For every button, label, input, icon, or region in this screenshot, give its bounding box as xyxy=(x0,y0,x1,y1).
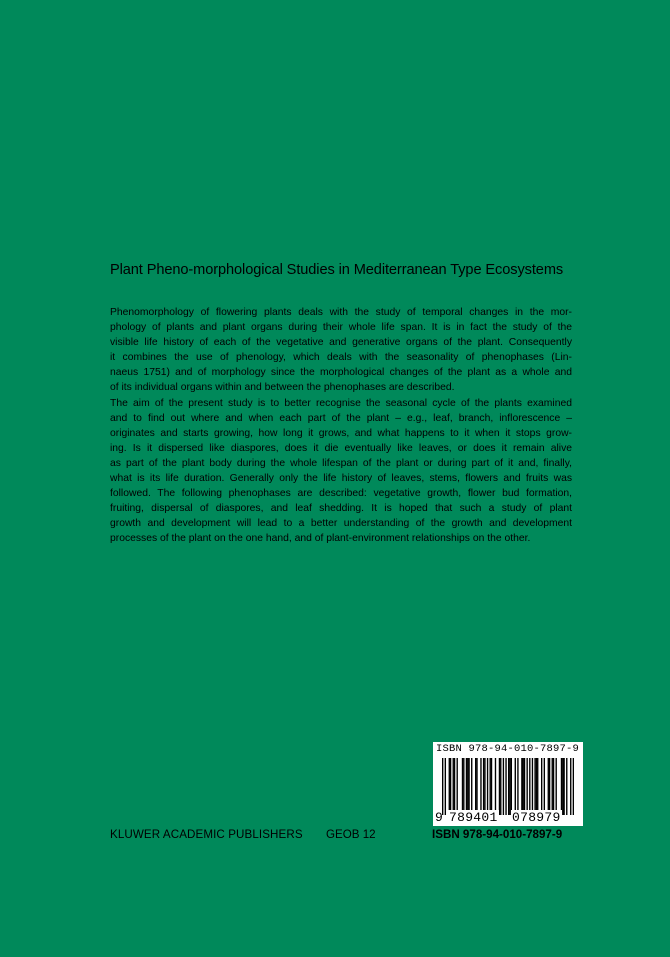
barcode-bar xyxy=(548,758,549,815)
barcode-digits-right: 078979 xyxy=(512,810,561,825)
barcode-bar xyxy=(503,758,504,815)
barcode-bar xyxy=(541,758,542,815)
barcode-bar xyxy=(449,758,450,815)
paragraph-line: originates and starts growing, how long it grows, and what happens to it when it stops grow- xyxy=(110,427,572,439)
barcode-bar xyxy=(562,758,563,815)
barcode-bar xyxy=(487,758,488,815)
barcode-digit-first: 9 xyxy=(435,810,443,825)
paragraph-line: as part of the plant body during the whole lifespan of the plant or during part of it and, finally, xyxy=(110,457,572,469)
paragraph-line: growth and development will lead to a better understanding of the growth and development xyxy=(110,518,572,530)
paragraph-line: visible life history of each of the vegetative and generative organs of the plant. Consequently xyxy=(110,337,572,349)
publisher-name: KLUWER ACADEMIC PUBLISHERS xyxy=(110,828,303,841)
barcode-bar xyxy=(454,758,455,815)
barcode-bar xyxy=(468,758,469,815)
paragraph-line: fruiting, dispersal of diaspores, and leaf shedding. It is hoped that such a study of plant xyxy=(110,503,572,515)
barcode-bar xyxy=(499,758,500,815)
paragraph-line: The aim of the present study is to better recognise the seasonal cycle of the plants examined xyxy=(110,397,572,409)
paragraph-line: it combines the use of phenology, which deals with the seasonality of phenophases (Lin- xyxy=(110,352,572,364)
barcode-bar xyxy=(463,758,464,815)
barcode-bar xyxy=(529,758,530,815)
barcode-bar xyxy=(509,758,510,815)
book-title: Plant Pheno-morphological Studies in Mediterranean Type Ecosystems xyxy=(110,262,564,278)
description-text xyxy=(110,305,572,547)
paragraph-line: naeus 1751) and of morphology since the morphological changes of the plant as a whole and xyxy=(110,367,572,379)
barcode-bar xyxy=(552,758,553,815)
barcode-bar xyxy=(471,758,472,815)
barcode-bar xyxy=(526,758,527,815)
barcode-bar xyxy=(573,758,574,815)
barcode-bar xyxy=(566,758,567,815)
barcode-bar xyxy=(536,758,537,815)
paragraph-line: what is its life duration. Generally only the life history of leaves, stems, flowers and fruits was xyxy=(110,473,572,485)
barcode-bar xyxy=(523,758,524,815)
isbn-barcode xyxy=(433,742,583,826)
paragraph-1 xyxy=(110,305,572,396)
barcode-bar xyxy=(495,758,496,815)
paragraph-2 xyxy=(110,396,572,547)
barcode-bars-graphic xyxy=(442,758,574,815)
barcode-bar xyxy=(521,758,522,815)
barcode-bar xyxy=(556,758,557,815)
series-number: GEOB 12 xyxy=(326,828,376,841)
barcode-bar xyxy=(445,758,446,815)
barcode-bar xyxy=(517,758,518,815)
paragraph-line: Phenomorphology of flowering plants deals with the study of temporal changes in the mor- xyxy=(110,307,572,318)
barcode-isbn-label: ISBN 978-94-010-7897-9 xyxy=(436,743,580,755)
barcode-bar xyxy=(476,758,477,815)
barcode-bar xyxy=(537,758,538,815)
barcode-bar xyxy=(457,758,458,815)
barcode-bar xyxy=(549,758,550,815)
barcode-bar xyxy=(515,758,516,815)
barcode-bar xyxy=(483,758,484,815)
barcode-bar xyxy=(490,758,491,815)
barcode-bar xyxy=(511,758,512,815)
paragraph-line: followed. The following phenophases are described: vegetative growth, flower bud formation, xyxy=(110,488,572,500)
barcode-bar xyxy=(524,758,525,815)
paragraph-line: of its individual organs within and between the phenophases are described. xyxy=(110,382,455,394)
barcode-bar xyxy=(453,758,454,815)
barcode-digits-left: 789401 xyxy=(449,810,498,825)
barcode-bar xyxy=(462,758,463,815)
barcode-bar xyxy=(484,758,485,815)
barcode-bar xyxy=(532,758,533,815)
barcode-bar xyxy=(508,758,509,815)
barcode-bar xyxy=(480,758,481,815)
barcode-bar xyxy=(534,758,535,815)
barcode-bar xyxy=(505,758,506,815)
isbn-number: ISBN 978-94-010-7897-9 xyxy=(432,828,563,841)
barcode-bar xyxy=(563,758,564,815)
barcode-bar xyxy=(570,758,571,815)
barcode-bar xyxy=(466,758,467,815)
barcode-bar xyxy=(544,758,545,815)
barcode-bar xyxy=(450,758,451,815)
barcode-bar xyxy=(561,758,562,815)
paragraph-line: ing. Is it dispersed like diaspores, does it die eventually like leaves, or does it remain alive xyxy=(110,442,572,454)
paragraph-line: phology of plants and plant organs during their whole life span. It is in fact the study of the xyxy=(110,322,572,334)
barcode-bar xyxy=(491,758,492,815)
barcode-bar xyxy=(442,758,443,815)
barcode-bar xyxy=(500,758,501,815)
paragraph-line: and to find out where and when each part of the plant – e.g., leaf, branch, inflorescence – xyxy=(110,412,572,424)
barcode-bar xyxy=(475,758,476,815)
barcode-bar xyxy=(553,758,554,815)
paragraph-line: processes of the plant on the one hand, and of plant-environment relationships on the other. xyxy=(110,533,531,545)
barcode-bar xyxy=(467,758,468,815)
